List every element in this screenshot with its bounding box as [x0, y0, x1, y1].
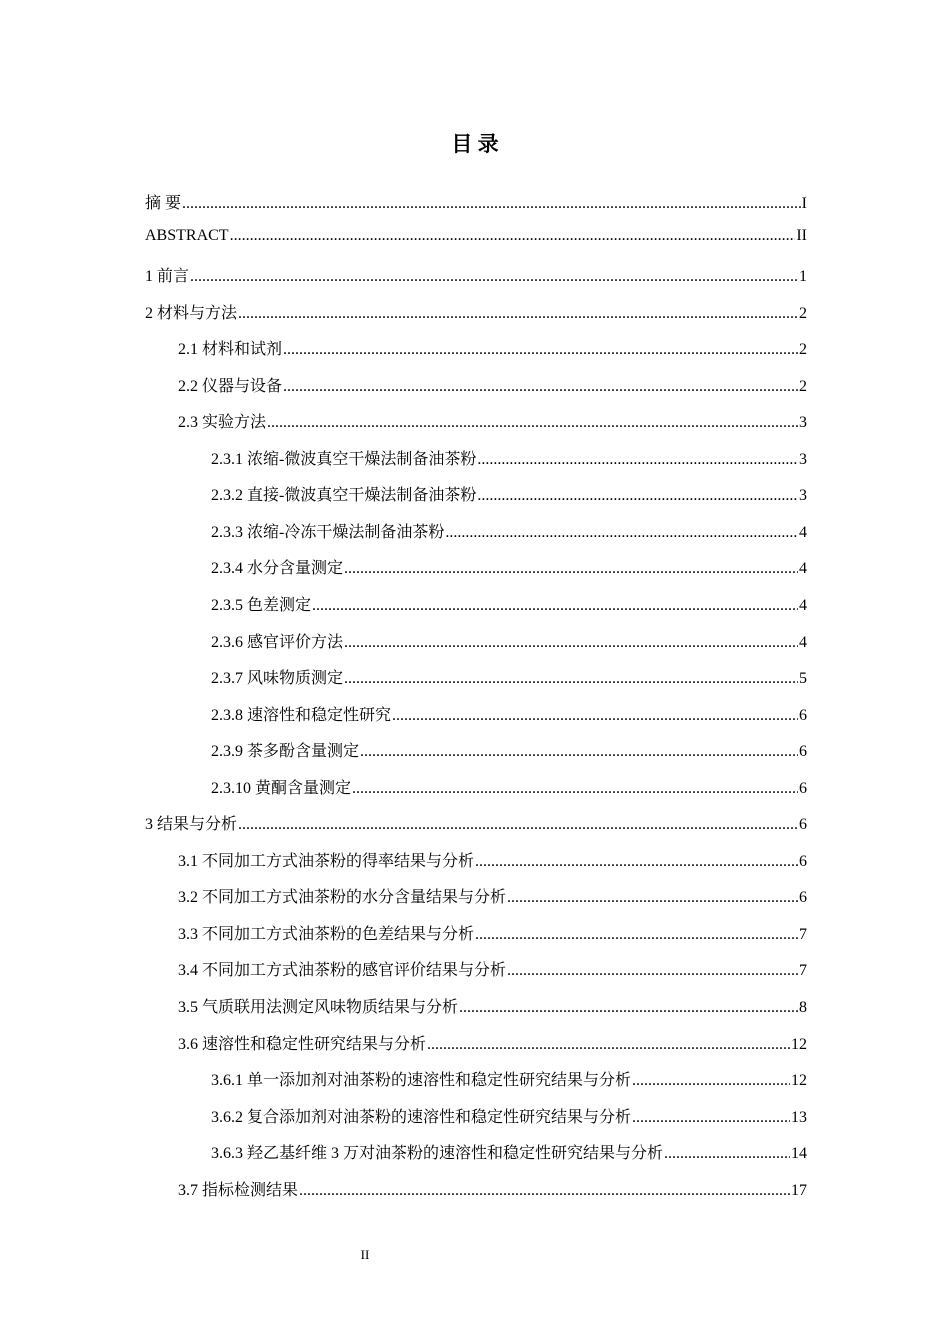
toc-dot-leader [632, 1072, 790, 1090]
toc-entry[interactable] [145, 775, 807, 812]
toc-dot-leader [283, 378, 798, 396]
toc-entry-label: 3.5 气质联用法测定风味物质结果与分析 [178, 999, 459, 1017]
toc-dot-leader [230, 227, 796, 245]
toc-entry[interactable] [145, 1031, 807, 1068]
toc-entry-label: 3.6.2 复合添加剂对油茶粉的速溶性和稳定性研究结果与分析 [211, 1108, 632, 1126]
toc-entry[interactable] [145, 482, 807, 519]
toc-entry-label: 2.3.6 感官评价方法 [211, 633, 344, 651]
toc-dot-leader [283, 341, 798, 359]
toc-entry-page: 3 [799, 414, 807, 432]
toc-entry[interactable] [145, 994, 807, 1031]
toc-entry-page: 7 [799, 962, 807, 980]
toc-entry-label: 3.2 不同加工方式油茶粉的水分含量结果与分析 [178, 889, 507, 907]
toc-dot-leader [507, 889, 798, 907]
toc-entry-label: 2 材料与方法 [145, 304, 238, 322]
toc-entry-page: 12 [791, 1035, 807, 1053]
toc-entry-page: 2 [799, 377, 807, 395]
toc-entry[interactable] [145, 1104, 807, 1141]
toc-dot-leader [445, 524, 798, 542]
toc-dot-leader [475, 926, 798, 944]
toc-entry-label: 3.6.3 羟乙基纤维 3 万对油茶粉的速溶性和稳定性研究结果与分析 [211, 1145, 664, 1163]
toc-entry[interactable] [145, 665, 807, 702]
toc-entry[interactable] [145, 555, 807, 592]
toc-dot-leader [312, 597, 798, 615]
toc-entry-label: 3.3 不同加工方式油茶粉的色差结果与分析 [178, 925, 475, 943]
toc-entry-label: 2.3.2 直接-微波真空干燥法制备油茶粉 [211, 487, 477, 505]
toc-dot-leader [360, 743, 798, 761]
page-number: II [360, 1247, 370, 1262]
toc-entry-label: 2.3.4 水分含量测定 [211, 560, 344, 578]
toc-entry[interactable] [145, 592, 807, 629]
toc-entry-label: 摘 要 [145, 195, 182, 212]
toc-entry-page: 3 [799, 450, 807, 468]
toc-entry[interactable] [145, 409, 807, 446]
toc-entry[interactable] [145, 227, 807, 264]
toc-entry[interactable] [145, 1177, 807, 1214]
toc-entry-label: 2.3.3 浓缩-冷冻干燥法制备油茶粉 [211, 523, 445, 541]
toc-dot-leader [477, 451, 798, 469]
toc-entry-label: 3.6 速溶性和稳定性研究结果与分析 [178, 1035, 427, 1053]
toc-entry[interactable] [145, 336, 807, 373]
toc-entry-label: 2.3.7 风味物质测定 [211, 670, 344, 688]
toc-entry-label: 2.2 仪器与设备 [178, 377, 283, 395]
toc-entry[interactable] [145, 300, 807, 337]
toc-dot-leader [238, 816, 798, 834]
toc-entry[interactable] [145, 263, 807, 300]
toc-entry[interactable] [145, 1067, 807, 1104]
toc-entry[interactable] [145, 190, 807, 227]
toc-entry-label: 2.3 实验方法 [178, 414, 267, 432]
toc-dot-leader [344, 634, 798, 652]
toc-entry[interactable] [145, 921, 807, 958]
toc-entry-page: 8 [799, 999, 807, 1017]
toc-entry-label: 3.7 指标检测结果 [178, 1181, 299, 1199]
toc-entry[interactable] [145, 446, 807, 483]
toc-entry-page: 14 [791, 1145, 807, 1163]
toc-entry-label: 2.3.5 色差测定 [211, 597, 312, 615]
toc-entry-page: 4 [799, 560, 807, 578]
toc-entry[interactable] [145, 1140, 807, 1177]
toc-entry-label: 3.4 不同加工方式油茶粉的感官评价结果与分析 [178, 962, 507, 980]
toc-entry-page: 13 [791, 1108, 807, 1126]
toc-dot-leader [475, 853, 798, 871]
page-title: 目 录 [451, 132, 499, 156]
toc-dot-leader [477, 487, 798, 505]
toc-entry-page: 6 [799, 743, 807, 761]
toc-entry-page: 6 [799, 852, 807, 870]
toc-entry-page: 2 [799, 304, 807, 322]
toc-dot-leader [427, 1036, 790, 1054]
toc-dot-leader [352, 780, 798, 798]
toc-entry-label: 3.1 不同加工方式油茶粉的得率结果与分析 [178, 852, 475, 870]
toc-entry-page: 4 [799, 597, 807, 615]
toc-entry-page: 2 [799, 341, 807, 359]
toc-entry-page: 6 [799, 779, 807, 797]
toc-entry-label: 2.3.10 黄酮含量测定 [211, 779, 352, 797]
toc-entry-label: 3.6.1 单一添加剂对油茶粉的速溶性和稳定性研究结果与分析 [211, 1072, 632, 1090]
toc-dot-leader [182, 195, 801, 213]
toc-entry[interactable] [145, 811, 807, 848]
toc-entry-label: 2.3.8 速溶性和稳定性研究 [211, 706, 392, 724]
toc-dot-leader [299, 1182, 790, 1200]
toc-entry-label: 2.3.1 浓缩-微波真空干燥法制备油茶粉 [211, 450, 477, 468]
toc-dot-leader [664, 1145, 790, 1163]
toc-dot-leader [190, 268, 798, 286]
toc-entry[interactable] [145, 629, 807, 666]
toc-entry-page: 3 [799, 487, 807, 505]
toc-entry-page: 12 [791, 1072, 807, 1090]
toc-dot-leader [459, 999, 798, 1017]
toc-entry-page: 6 [799, 816, 807, 834]
toc-dot-leader [632, 1109, 790, 1127]
toc-entry-label: 2.1 材料和试剂 [178, 341, 283, 359]
toc-entry[interactable] [145, 957, 807, 994]
toc-dot-leader [344, 670, 798, 688]
toc-entry[interactable] [145, 519, 807, 556]
toc-entry-label: 2.3.9 茶多酚含量测定 [211, 743, 360, 761]
toc-entry-label: ABSTRACT [145, 226, 229, 244]
toc-entry-page: 6 [799, 889, 807, 907]
toc-dot-leader [344, 560, 798, 578]
toc-entry-page: 1 [799, 268, 807, 286]
toc-entry-page: I [801, 195, 807, 212]
toc-dot-leader [507, 962, 798, 980]
toc-entry[interactable] [145, 884, 807, 921]
toc-entry[interactable] [145, 738, 807, 775]
toc-entry[interactable] [145, 373, 807, 410]
toc-entry-page: 7 [799, 925, 807, 943]
toc-entry[interactable] [145, 848, 807, 885]
toc-entry-label: 1 前言 [145, 268, 190, 286]
toc-entry-page: 4 [799, 523, 807, 541]
toc-entry-page: 5 [799, 670, 807, 688]
toc-dot-leader [267, 414, 798, 432]
toc-entry-label: 3 结果与分析 [145, 816, 238, 834]
toc-entry-page: 4 [799, 633, 807, 651]
table-of-contents [145, 190, 807, 1213]
toc-dot-leader [238, 305, 798, 323]
toc-entry-page: 6 [799, 706, 807, 724]
toc-entry-page: II [796, 226, 807, 244]
toc-entry[interactable] [145, 702, 807, 739]
toc-dot-leader [392, 707, 798, 725]
toc-entry-page: 17 [791, 1181, 807, 1199]
